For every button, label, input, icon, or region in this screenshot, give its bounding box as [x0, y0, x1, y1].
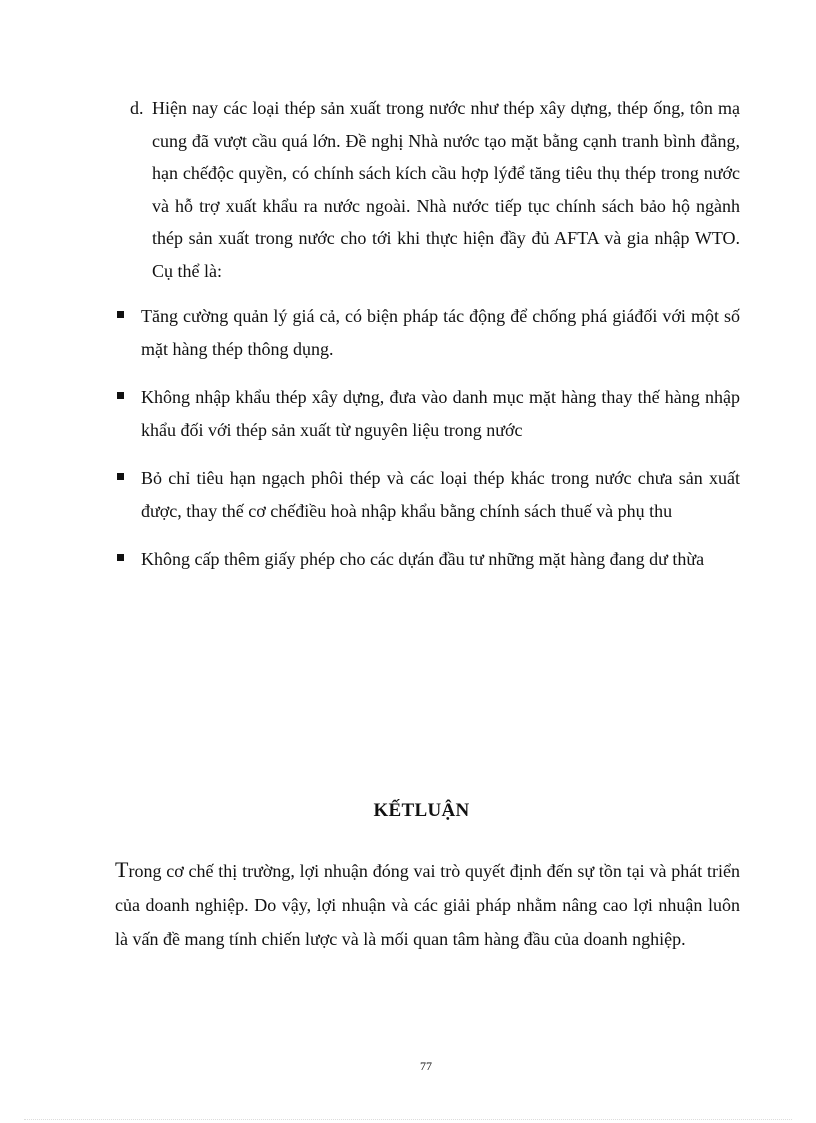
bullet-item	[112, 381, 740, 446]
bullet-text: Bỏ chỉ tiêu hạn ngạch phôi thép và các loại thép khác trong nước chưa sản xuất được, thay thế cơ chếđiều hoà nhập khẩu bằng chính sách thuế và phụ thu	[141, 468, 740, 521]
item-marker: d.	[130, 98, 144, 118]
square-bullet-icon	[117, 473, 124, 480]
item-d-text: Hiện nay các loại thép sản xuất trong nước như thép xây dựng, thép ống, tôn mạ cung đã vượt cầu quá lớn. Đề nghị Nhà nước tạo mặt bằng cạnh tranh bình đẳng, hạn chếđộc quyền, có chính sách kích cầu hợp lýđể tăng tiêu thụ thép trong nước và hỗ trợ xuất khẩu ra nước ngoài. Nhà nước tiếp tục chính sách bảo hộ ngành thép sản xuất trong nước cho tới khi thực hiện đầy đủ AFTA và gia nhập WTO. Cụ thể là:	[152, 98, 740, 281]
bullet-item	[112, 543, 740, 576]
conclusion-heading: KẾTLUẬN	[373, 800, 470, 821]
bullet-item	[112, 462, 740, 527]
page-bottom-border	[24, 1119, 792, 1120]
square-bullet-icon	[117, 392, 124, 399]
bullet-list	[112, 300, 740, 592]
conclusion-first-letter: T	[115, 857, 129, 882]
page-number: 77	[420, 1059, 432, 1073]
square-bullet-icon	[117, 311, 124, 318]
bullet-text: Tăng cường quản lý giá cả, có biện pháp tác động để chống phá giáđối với một số mặt hàng thép thông dụng.	[141, 306, 740, 359]
bullet-item	[112, 300, 740, 365]
recommendation-item-d	[130, 92, 740, 287]
conclusion-paragraph	[115, 853, 740, 956]
square-bullet-icon	[117, 554, 124, 561]
conclusion-text: rong cơ chế thị trường, lợi nhuận đóng vai trò quyết định đến sự tồn tại và phát triển của doanh nghiệp. Do vậy, lợi nhuận và các giải pháp nhằm nâng cao lợi nhuận luôn là vấn đề mang tính chiến lược và là mối quan tâm hàng đầu của doanh nghiệp.	[115, 861, 740, 949]
bullet-text: Không nhập khẩu thép xây dựng, đưa vào danh mục mặt hàng thay thế hàng nhập khẩu đối với thép sản xuất từ nguyên liệu trong nước	[141, 387, 740, 440]
bullet-text: Không cấp thêm giấy phép cho các dựán đầu tư những mặt hàng đang dư thừa	[141, 549, 705, 569]
